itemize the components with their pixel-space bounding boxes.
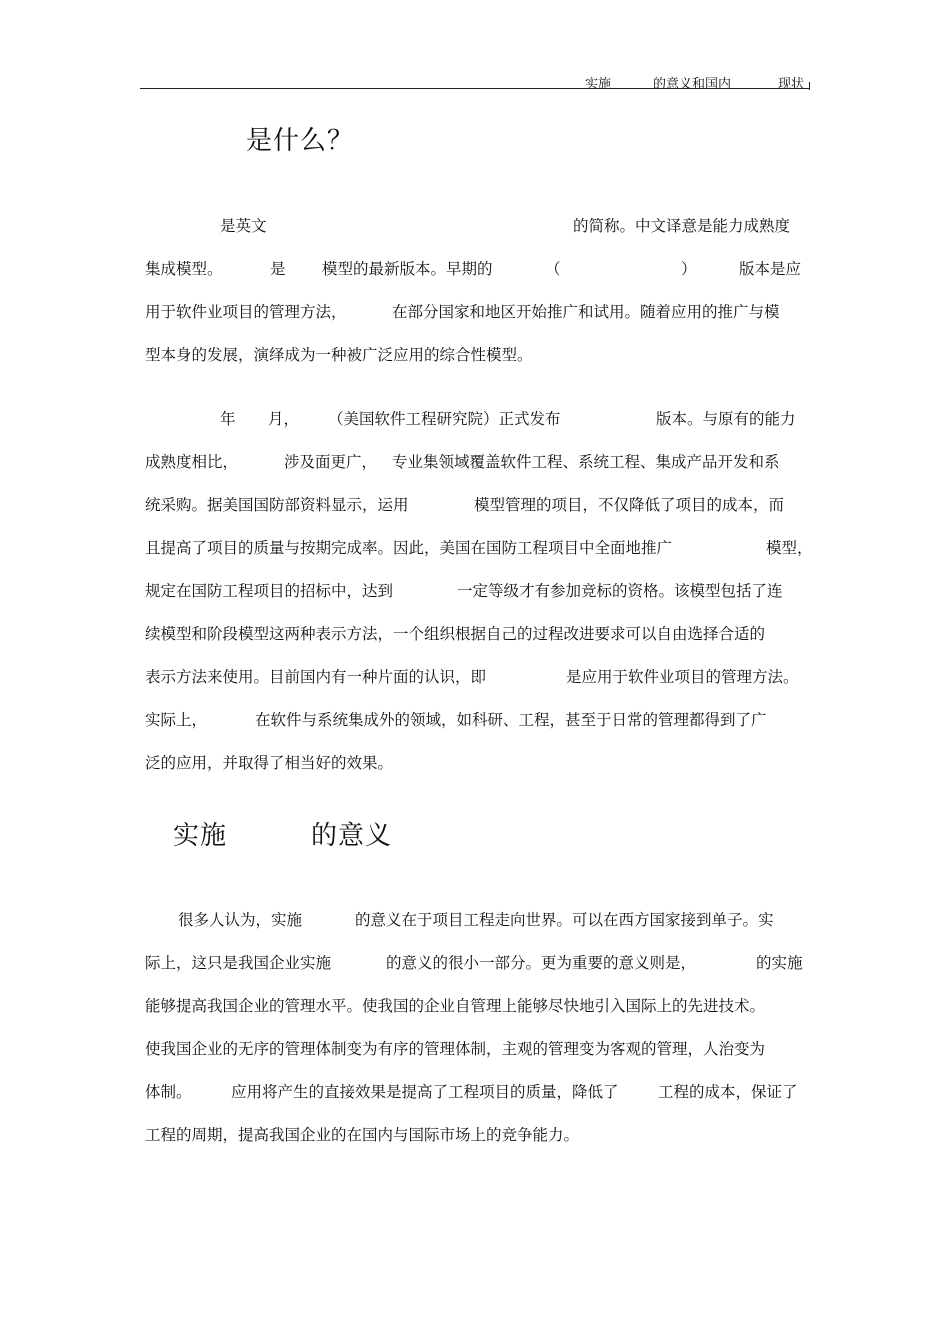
text-run: 是 (270, 260, 286, 278)
paragraph-line (145, 622, 807, 646)
paragraph-line (145, 579, 807, 603)
header-text-part3: 现状 (778, 77, 805, 92)
text-run: 涉及面更广， (284, 453, 378, 471)
paragraph-line (145, 407, 807, 431)
text-run: 在软件与系统集成外的领域，如科研、工程，甚至于日常的管理都得到了广 (255, 711, 767, 729)
text-run: 续模型和阶段模型这两种表示方法，一个组织根据自己的过程改进要求可以自由选择合适的 (145, 625, 766, 643)
text-run: 应用将产生的直接效果是提高了工程项目的质量，降低了 (231, 1083, 619, 1101)
text-run: 体制。 (145, 1083, 192, 1101)
text-run: 模型管理的项目，不仅降低了项目的成本，而 (474, 496, 785, 514)
paragraph-line (145, 951, 807, 975)
paragraph-line (145, 214, 807, 238)
text-run: 的实施 (756, 954, 803, 972)
paragraph-line (145, 1080, 807, 1104)
paragraph-line (145, 708, 807, 732)
paragraph-line (145, 751, 807, 775)
header-text-part1: 实施 (585, 77, 612, 92)
text-run: 一定等级才有参加竞标的资格。该模型包括了连 (457, 582, 783, 600)
text-run: 月， (268, 410, 300, 428)
section2-title-part1: 实施 (173, 821, 228, 851)
text-run: 用于软件业项目的管理方法， (145, 303, 347, 321)
text-run: 统采购。据美国国防部资料显示，运用 (145, 496, 409, 514)
text-run: ） (681, 260, 697, 278)
text-run: 使我国企业的无序的管理体制变为有序的管理体制，主观的管理变为客观的管理，人治变为 (145, 1040, 766, 1058)
paragraph-line (145, 665, 807, 689)
paragraph-line (145, 908, 807, 932)
text-run: 版本是应 (739, 260, 802, 278)
text-run: 年 (220, 410, 236, 428)
text-run: 的意义的很小一部分。更为重要的意义则是， (386, 954, 697, 972)
text-run: 且提高了项目的质量与按期完成率。因此，美国在国防工程项目中全面地推广 (145, 539, 673, 557)
text-run: 型本身的发展，演绎成为一种被广泛应用的综合性模型。 (145, 346, 533, 364)
paragraph-line (145, 257, 807, 281)
text-run: 工程的成本，保证了 (658, 1083, 798, 1101)
text-run: 集成模型。 (145, 260, 223, 278)
text-run: 很多人认为，实施 (178, 911, 303, 929)
header-text-part2: 的意义和国内 (653, 77, 732, 92)
text-run: 际上，这只是我国企业实施 (145, 954, 332, 972)
text-run: 是应用于软件业项目的管理方法。 (566, 668, 799, 686)
text-run: 表示方法来使用。目前国内有一种片面的认识，即 (145, 668, 487, 686)
text-run: 版本。与原有的能力 (656, 410, 796, 428)
text-run: 工程的周期，提高我国企业的在国内与国际市场上的竞争能力。 (145, 1126, 580, 1144)
text-run: 模型的最新版本。早期的 (322, 260, 493, 278)
paragraph-line (145, 994, 807, 1018)
header-rule (140, 88, 810, 89)
paragraph-line (145, 536, 813, 560)
text-run: 实际上， (145, 711, 208, 729)
paragraph-line (145, 1037, 807, 1061)
section1-title: 是什么？ (246, 126, 355, 156)
text-run: 规定在国防工程项目的招标中，达到 (145, 582, 394, 600)
text-run: 能够提高我国企业的管理水平。使我国的企业自管理上能够尽快地引入国际上的先进技术。 (145, 997, 766, 1015)
text-run: 的意义在于项目工程走向世界。可以在西方国家接到单子。实 (355, 911, 774, 929)
section2-title-part2: 的意义 (311, 821, 393, 851)
text-run: （ (545, 260, 561, 278)
text-run: 在部分国家和地区开始推广和试用。随着应用的推广与模 (392, 303, 780, 321)
text-run: （美国软件工程研究院）正式发布 (328, 410, 561, 428)
paragraph-line (145, 493, 807, 517)
text-run: 的简称。中文译意是能力成熟度 (573, 217, 791, 235)
text-run: 模型， (766, 539, 813, 557)
text-run: 泛的应用，并取得了相当好的效果。 (145, 754, 394, 772)
paragraph-line (145, 343, 807, 367)
paragraph-line (145, 1123, 807, 1147)
paragraph-line (145, 300, 807, 324)
text-run: 成熟度相比， (145, 453, 239, 471)
text-run: 专业集领域覆盖软件工程、系统工程、集成产品开发和系 (392, 453, 780, 471)
paragraph-line (145, 450, 807, 474)
text-run: 是英文 (220, 217, 267, 235)
